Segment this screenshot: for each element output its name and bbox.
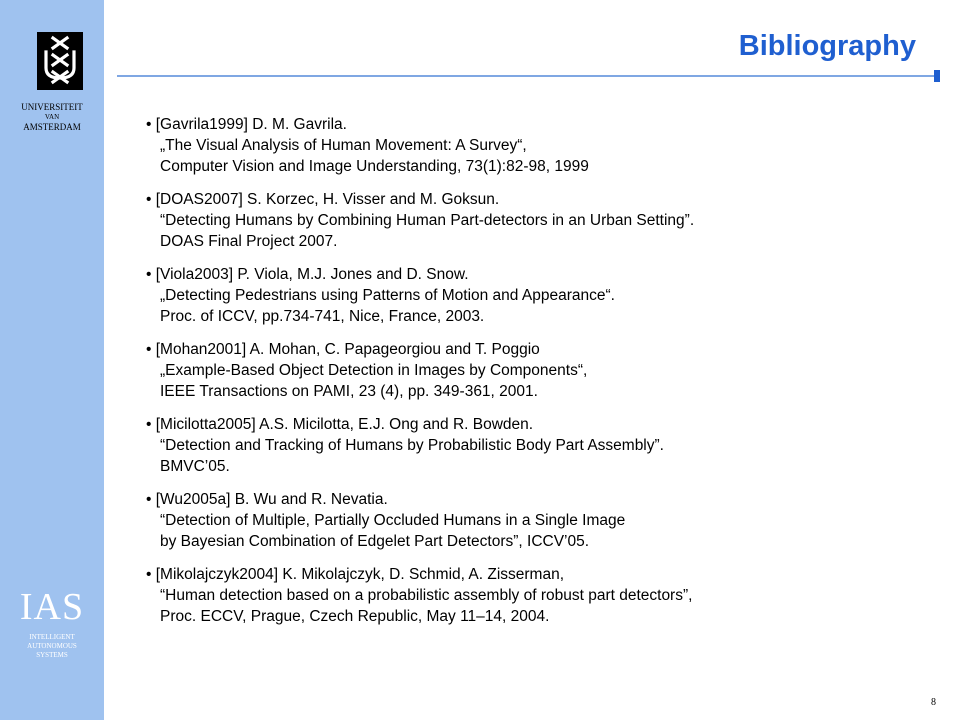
reference-venue: DOAS Final Project 2007. [160,233,338,250]
university-logo-icon [37,32,83,90]
reference-item [146,114,936,177]
reference-item [146,564,936,627]
reference-item [146,489,936,552]
reference-title: „The Visual Analysis of Human Movement: A Survey“, [160,137,527,154]
reference-citation: • [Mikolajczyk2004] K. Mikolajczyk, D. Schmid, A. Zisserman, [146,566,565,583]
reference-list [146,114,936,639]
reference-venue: by Bayesian Combination of Edgelet Part Detectors”, ICCV’05. [160,533,590,550]
reference-title: „Example-Based Object Detection in Images by Components“, [160,362,588,379]
university-name-line-3: AMSTERDAM [23,122,81,132]
reference-title: “Detection of Multiple, Partially Occluded Humans in a Single Image [160,512,626,529]
university-name-line-2: VAN [44,113,60,121]
reference-title: „Detecting Pedestrians using Patterns of Motion and Appearance“. [160,287,615,304]
reference-citation: • [Micilotta2005] A.S. Micilotta, E.J. Ong and R. Bowden. [146,416,534,433]
title-divider-accent [934,70,940,82]
reference-title: “Detecting Humans by Combining Human Part-detectors in an Urban Setting”. [160,212,695,229]
reference-item [146,414,936,477]
reference-venue: Proc. ECCV, Prague, Czech Republic, May 11–14, 2004. [160,608,550,625]
page-number: 8 [931,697,936,708]
sidebar [0,0,104,720]
group-name-line-3: SYSTEMS [36,651,68,659]
reference-venue: Proc. of ICCV, pp.734-741, Nice, France, 2003. [160,308,485,325]
reference-venue: BMVC’05. [160,458,230,475]
reference-citation: • [Mohan2001] A. Mohan, C. Papageorgiou and T. Poggio [146,341,540,358]
reference-citation: • [DOAS2007] S. Korzec, H. Visser and M. Goksun. [146,191,500,208]
reference-item [146,339,936,402]
reference-citation: • [Gavrila1999] D. M. Gavrila. [146,116,347,133]
reference-venue: Computer Vision and Image Understanding, 73(1):82-98, 1999 [160,158,589,175]
reference-citation: • [Wu2005a] B. Wu and R. Nevatia. [146,491,388,508]
group-name-line-1: INTELLIGENT [29,633,75,641]
reference-title: “Detection and Tracking of Humans by Probabilistic Body Part Assembly”. [160,437,664,454]
group-name-line-2: AUTONOMOUS [27,642,77,650]
reference-title: “Human detection based on a probabilistic assembly of robust part detectors”, [160,587,693,604]
page-title: Bibliography [738,30,916,62]
university-name-line-1: UNIVERSITEIT [21,102,83,112]
reference-item [146,189,936,252]
reference-item [146,264,936,327]
reference-venue: IEEE Transactions on PAMI, 23 (4), pp. 349-361, 2001. [160,383,538,400]
title-divider [117,75,934,77]
reference-citation: • [Viola2003] P. Viola, M.J. Jones and D. Snow. [146,266,469,283]
group-logo-text: IAS [19,586,85,628]
